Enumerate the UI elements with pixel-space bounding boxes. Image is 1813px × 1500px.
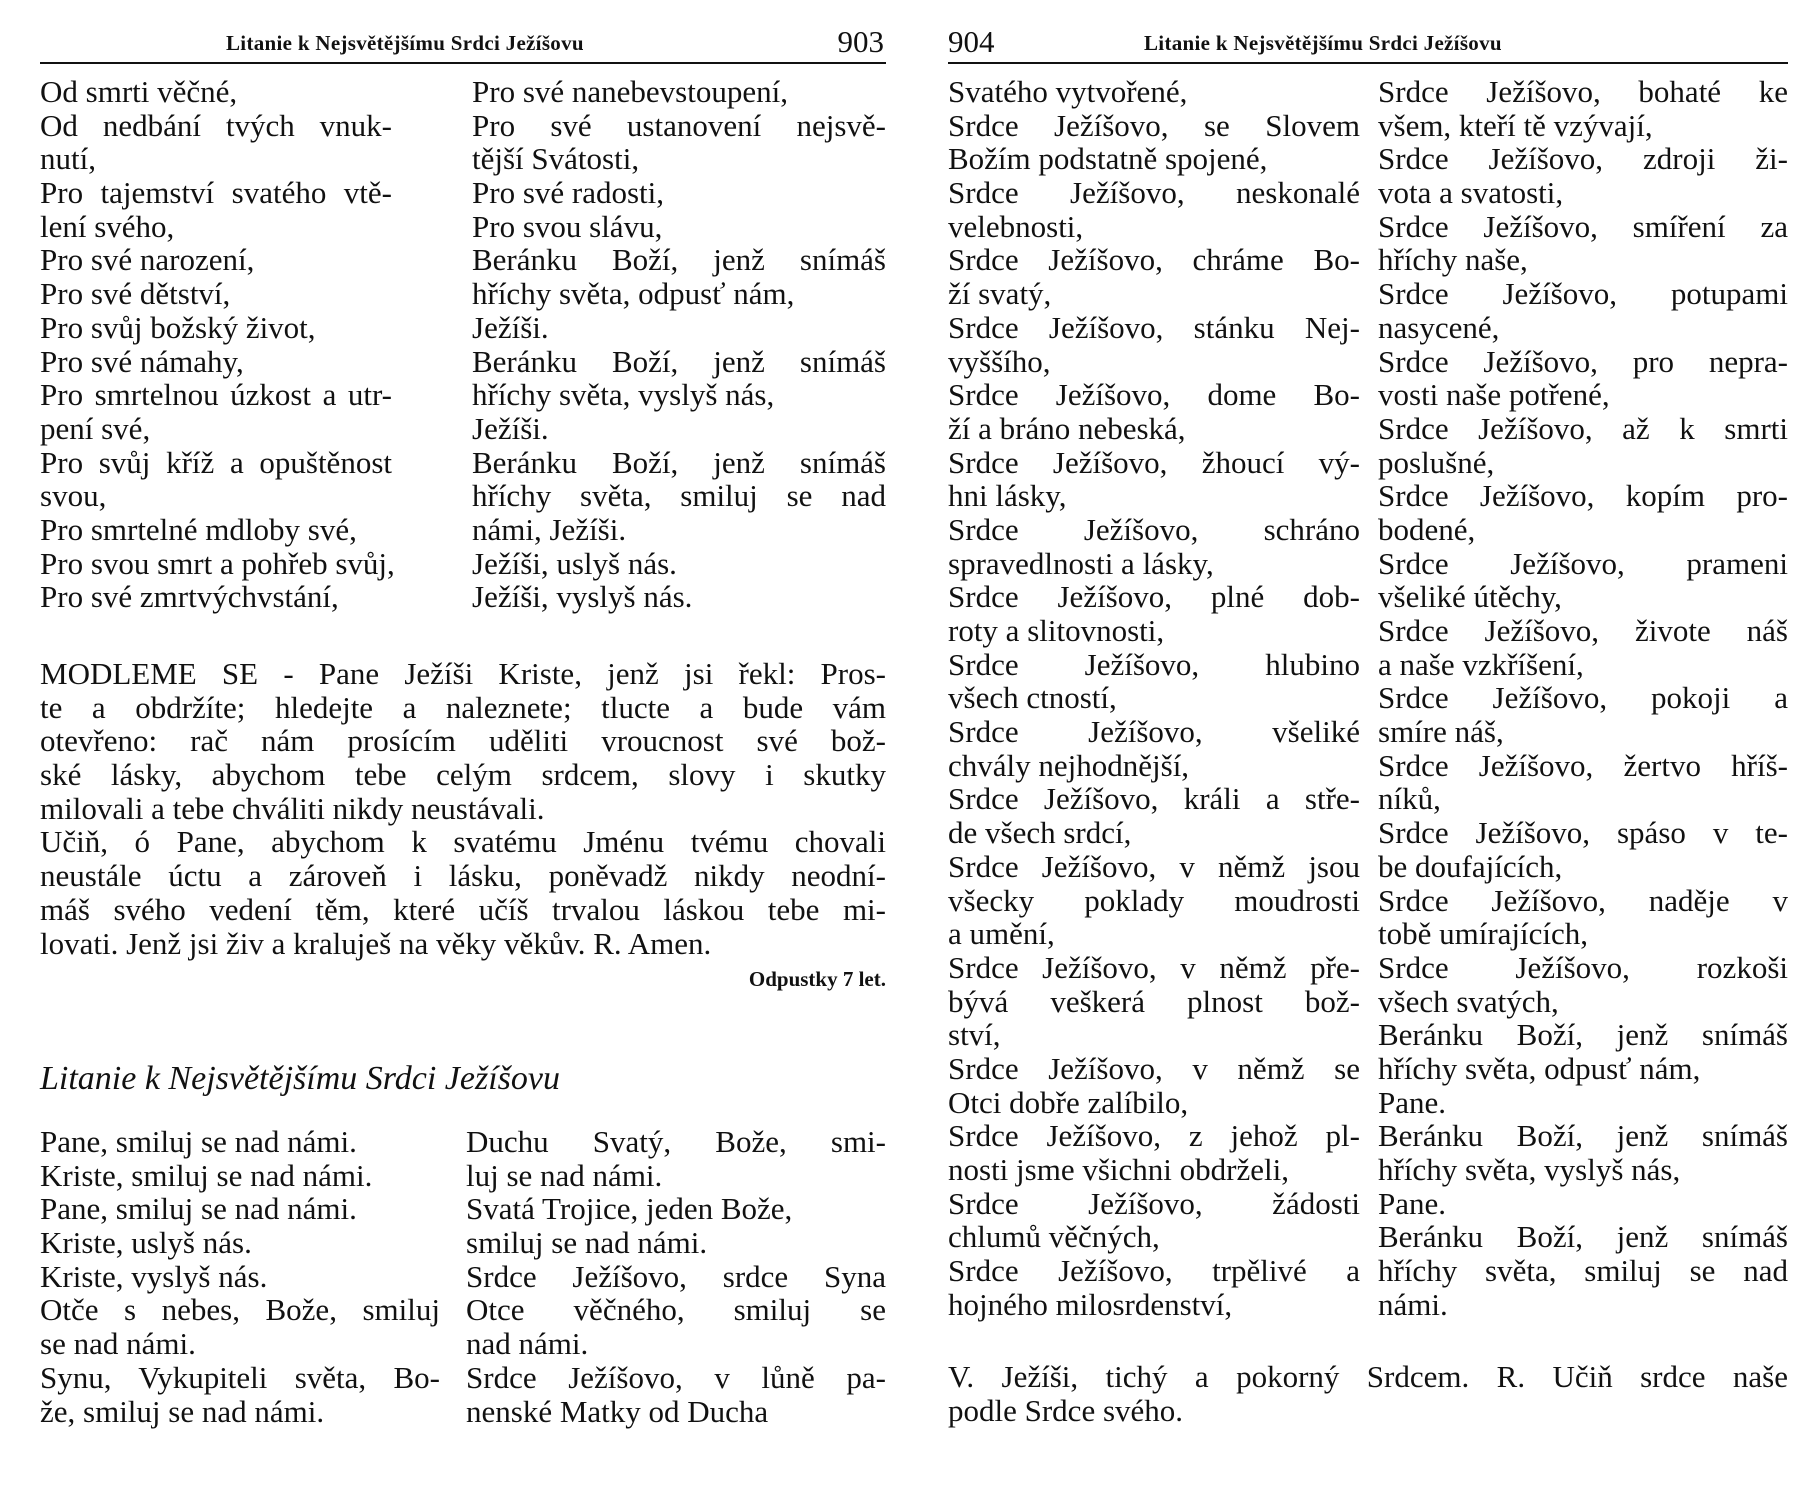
text-line: Srdce Ježíšovo, dome Bo- <box>948 377 1360 413</box>
text-line: námi. <box>1378 1286 1448 1322</box>
text-line: chlumů věčných, <box>948 1219 1160 1255</box>
running-head <box>948 18 1788 64</box>
text-line: Srdce Ježíšovo, hlubino <box>948 646 1360 682</box>
text-line: Pro svou smrt a pohřeb svůj, <box>40 545 395 581</box>
text-line: a naše vzkříšení, <box>1378 646 1584 682</box>
text-line: Srdce Ježíšovo, pro nepra- <box>1378 343 1788 379</box>
text-line: V. Ježíši, tichý a pokorný Srdcem. R. Učiň srdce naše <box>948 1359 1788 1394</box>
text-line: Svatá Trojice, jeden Bože, <box>466 1191 793 1227</box>
text-line: Srdce Ježíšovo, z jehož pl- <box>948 1118 1360 1154</box>
text-line: Srdce Ježíšovo, v němž jsou <box>948 848 1360 884</box>
text-line: Pro smrtelné mdloby své, <box>40 511 357 547</box>
text-line: nasycené, <box>1378 309 1500 345</box>
text-line: Otče s nebes, Bože, smiluj <box>40 1292 440 1328</box>
text-line: de všech srdcí, <box>948 815 1132 851</box>
text-line: Beránku Boží, jenž snímáš <box>1378 1118 1788 1154</box>
text-line: Srdce Ježíšovo, spáso v te- <box>1378 815 1788 851</box>
text-line: ství, <box>948 1017 1001 1053</box>
text-line: tobě umírajících, <box>1378 916 1589 952</box>
text-line: poslušné, <box>1378 444 1495 480</box>
text-line: Pro své ustanovení nejsvě- <box>472 107 886 143</box>
text-line: hříchy naše, <box>1378 242 1528 278</box>
text-line: všech ctností, <box>948 680 1117 716</box>
versicle-response <box>948 1360 1788 1427</box>
text-line: námi, Ježíši. <box>472 511 627 547</box>
text-line: Srdce Ježíšovo, až k smrti <box>1378 410 1788 446</box>
text-line: a umění, <box>948 916 1055 952</box>
litany-heart-column-3 <box>948 75 1360 1321</box>
text-line: Srdce Ježíšovo, chráme Bo- <box>948 242 1360 278</box>
text-line: Srdce Ježíšovo, živote náš <box>1378 613 1788 648</box>
text-line: Srdce Ježíšovo, všeliké <box>948 714 1360 750</box>
text-line: roty a slitovnosti, <box>948 613 1165 648</box>
text-line: všeliké útěchy, <box>1378 579 1562 615</box>
running-head-title: Litanie k Nejsvětějšímu Srdci Ježíšovu <box>1144 31 1502 55</box>
text-line: Kriste, uslyš nás. <box>40 1225 252 1261</box>
text-line: Srdce Ježíšovo, schráno <box>948 511 1360 547</box>
text-line: že, smiluj se nad námi. <box>40 1393 325 1429</box>
text-line: tější Svátosti, <box>472 141 640 177</box>
text-line: hříchy světa, vyslyš nás, <box>472 377 775 413</box>
text-line: ží a bráno nebeská, <box>948 410 1186 446</box>
text-line: všem, kteří tě vzývají, <box>1378 107 1653 143</box>
text-line: MODLEME SE - Pane Ježíši Kriste, jenž jsi řekl: Pros- <box>40 656 886 691</box>
text-line: Pro své dětství, <box>40 276 231 312</box>
text-line: ské lásky, abychom tebe celým srdcem, slovy i skutky <box>40 757 886 793</box>
text-line: Ježíši. <box>472 309 549 345</box>
text-line: Pro své námahy, <box>40 343 244 379</box>
text-line: Srdce Ježíšovo, zdroji ži- <box>1378 141 1788 177</box>
text-line: smíre náš, <box>1378 714 1504 750</box>
text-line: Pane, smiluj se nad námi. <box>40 1191 357 1227</box>
text-line: spravedlnosti a lásky, <box>948 545 1214 581</box>
text-line: nad námi. <box>466 1326 589 1362</box>
text-line: Srdce Ježíšovo, v němž se <box>948 1050 1360 1086</box>
text-line: hříchy světa, odpusť nám, <box>472 276 795 312</box>
text-line: Pro tajemství svatého vtě- <box>40 175 392 211</box>
text-line: Srdce Ježíšovo, rozkoši <box>1378 949 1788 985</box>
text-line: Srdce Ježíšovo, žádosti <box>948 1185 1360 1221</box>
text-line: bodené, <box>1378 511 1476 547</box>
text-line: Ježíši. <box>472 410 549 446</box>
text-line: lovati. Jenž jsi živ a kraluješ na věky věkův. R. Amen. <box>40 925 712 961</box>
text-line: Pro smrtelnou úzkost a utr- <box>40 377 392 413</box>
litany-column-2 <box>472 75 886 614</box>
text-line: ží svatý, <box>948 276 1052 312</box>
litany-heart-column-2 <box>466 1125 886 1428</box>
text-line: Srdce Ježíšovo, plné dob- <box>948 579 1360 615</box>
text-line: Srdce Ježíšovo, žhoucí vý- <box>948 444 1360 480</box>
text-line: Srdce Ježíšovo, pokoji a <box>1378 680 1788 716</box>
text-line: Pro své narození, <box>40 242 255 278</box>
text-line: Pro svůj božský život, <box>40 309 316 345</box>
text-line: Ježíši, vyslyš nás. <box>472 579 693 615</box>
text-line: Srdce Ježíšovo, bohaté ke <box>1378 74 1788 109</box>
text-line: všech svatých, <box>1378 983 1559 1019</box>
text-line: Pane. <box>1378 1185 1447 1221</box>
text-line: nenské Matky od Ducha <box>466 1393 769 1429</box>
text-line: Pane. <box>1378 1084 1447 1120</box>
text-line: luj se nad námi. <box>466 1157 663 1193</box>
text-line: Beránku Boží, jenž snímáš <box>472 444 886 480</box>
left-page <box>40 0 886 1500</box>
text-line: Od nedbání tvých vnuk- <box>40 107 392 143</box>
right-page <box>948 0 1788 1500</box>
indulgence-note: Odpustky 7 let. <box>748 967 886 991</box>
text-line: Svatého vytvořené, <box>948 74 1188 109</box>
text-line: Srdce Ježíšovo, srdce Syna <box>466 1258 886 1294</box>
text-line: smiluj se nad námi. <box>466 1225 708 1261</box>
text-line: Srdce Ježíšovo, v němž pře- <box>948 949 1360 985</box>
text-line: Srdce Ježíšovo, smíření za <box>1378 208 1788 244</box>
section-title: Litanie k Nejsvětějšímu Srdci Ježíšovu <box>40 1060 560 1097</box>
text-line: Otce věčného, smiluj se <box>466 1292 886 1328</box>
text-line: Synu, Vykupiteli světa, Bo- <box>40 1359 440 1395</box>
text-line: Pro svou slávu, <box>472 208 663 244</box>
text-line: Pane, smiluj se nad námi. <box>40 1124 357 1159</box>
text-line: vosti naše potřené, <box>1378 377 1610 413</box>
text-line: hříchy světa, odpusť nám, <box>1378 1050 1701 1086</box>
text-line: Beránku Boží, jenž snímáš <box>472 343 886 379</box>
text-line: níků, <box>1378 781 1441 817</box>
text-line: otevřeno: rač nám prosícím uděliti vroucnost své bož- <box>40 723 886 759</box>
text-line: Srdce Ježíšovo, naděje v <box>1378 882 1788 918</box>
text-line: Božím podstatně spojené, <box>948 141 1268 177</box>
text-line: Srdce Ježíšovo, trpělivé a <box>948 1253 1360 1289</box>
prayer-paragraph <box>40 657 886 960</box>
text-line: nutí, <box>40 141 96 177</box>
text-line: hojného milosrdenství, <box>948 1286 1233 1322</box>
text-line: svou, <box>40 478 107 514</box>
litany-heart-column-4 <box>1378 75 1788 1321</box>
text-line: hříchy světa, smiluj se nad <box>472 478 886 514</box>
text-line: Pro své zmrtvýchvstání, <box>40 579 339 615</box>
text-line: Srdce Ježíšovo, potupami <box>1378 276 1788 312</box>
text-line: lení svého, <box>40 208 175 244</box>
running-head-title: Litanie k Nejsvětějšímu Srdci Ježíšovu <box>226 31 584 55</box>
text-line: te a obdržíte; hledejte a naleznete; tlucte a bude vám <box>40 689 886 725</box>
text-line: neustále úctu a zároveň i lásku, poněvadž nikdy neodní- <box>40 858 886 894</box>
text-line: Srdce Ježíšovo, neskonalé <box>948 175 1360 211</box>
text-line: Srdce Ježíšovo, kopím pro- <box>1378 478 1788 514</box>
text-line: Od smrti věčné, <box>40 74 238 109</box>
text-line: nosti jsme všichni obdrželi, <box>948 1152 1289 1187</box>
text-line: vyššího, <box>948 343 1051 379</box>
text-line: milovali a tebe chváliti nikdy neustávali. <box>40 790 545 826</box>
text-line: Pro své radosti, <box>472 175 665 211</box>
text-line: Srdce Ježíšovo, prameni <box>1378 545 1788 581</box>
text-line: Ježíši, uslyš nás. <box>472 545 677 581</box>
text-line: podle Srdce svého. <box>948 1392 1184 1428</box>
page-number: 904 <box>948 24 995 59</box>
text-line: Srdce Ježíšovo, žertvo hříš- <box>1378 747 1788 783</box>
text-line: Duchu Svatý, Bože, smi- <box>466 1124 886 1159</box>
text-line: se nad námi. <box>40 1326 196 1362</box>
text-line: Srdce Ježíšovo, se Slovem <box>948 107 1360 143</box>
text-line: Pro svůj kříž a opuštěnost <box>40 444 392 480</box>
text-line: velebnosti, <box>948 208 1084 244</box>
text-line: Beránku Boží, jenž snímáš <box>472 242 886 278</box>
text-line: Kriste, smiluj se nad námi. <box>40 1157 373 1193</box>
text-line: hni lásky, <box>948 478 1067 514</box>
text-line: Beránku Boží, jenž snímáš <box>1378 1219 1788 1255</box>
litany-column-1 <box>40 74 395 615</box>
text-line: Pro své nanebevstoupení, <box>472 74 788 109</box>
text-line: pení své, <box>40 410 151 446</box>
text-line: be doufajících, <box>1378 848 1563 884</box>
text-line: chvály nejhodnější, <box>948 747 1190 783</box>
text-line: bývá veškerá plnost bož- <box>948 983 1360 1019</box>
text-line: Srdce Ježíšovo, v lůně pa- <box>466 1359 886 1395</box>
page-number: 903 <box>837 24 884 59</box>
text-line: vota a svatosti, <box>1378 175 1564 211</box>
text-line: Srdce Ježíšovo, králi a stře- <box>948 781 1360 817</box>
text-line: Srdce Ježíšovo, stánku Nej- <box>948 309 1360 345</box>
text-line: všecky poklady moudrosti <box>948 882 1360 918</box>
text-line: Otci dobře zalíbilo, <box>948 1084 1189 1120</box>
text-line: hříchy světa, vyslyš nás, <box>1378 1152 1681 1187</box>
text-line: Kriste, vyslyš nás. <box>40 1258 268 1294</box>
text-line: máš svého vedení těm, které učíš trvalou láskou tebe mi- <box>40 891 886 927</box>
text-line: Učiň, ó Pane, abychom k svatému Jménu tvému chovali <box>40 824 886 860</box>
text-line: Beránku Boží, jenž snímáš <box>1378 1017 1788 1053</box>
litany-heart-column-1 <box>40 1125 440 1428</box>
text-line: hříchy světa, smiluj se nad <box>1378 1253 1788 1289</box>
running-head <box>40 18 886 64</box>
